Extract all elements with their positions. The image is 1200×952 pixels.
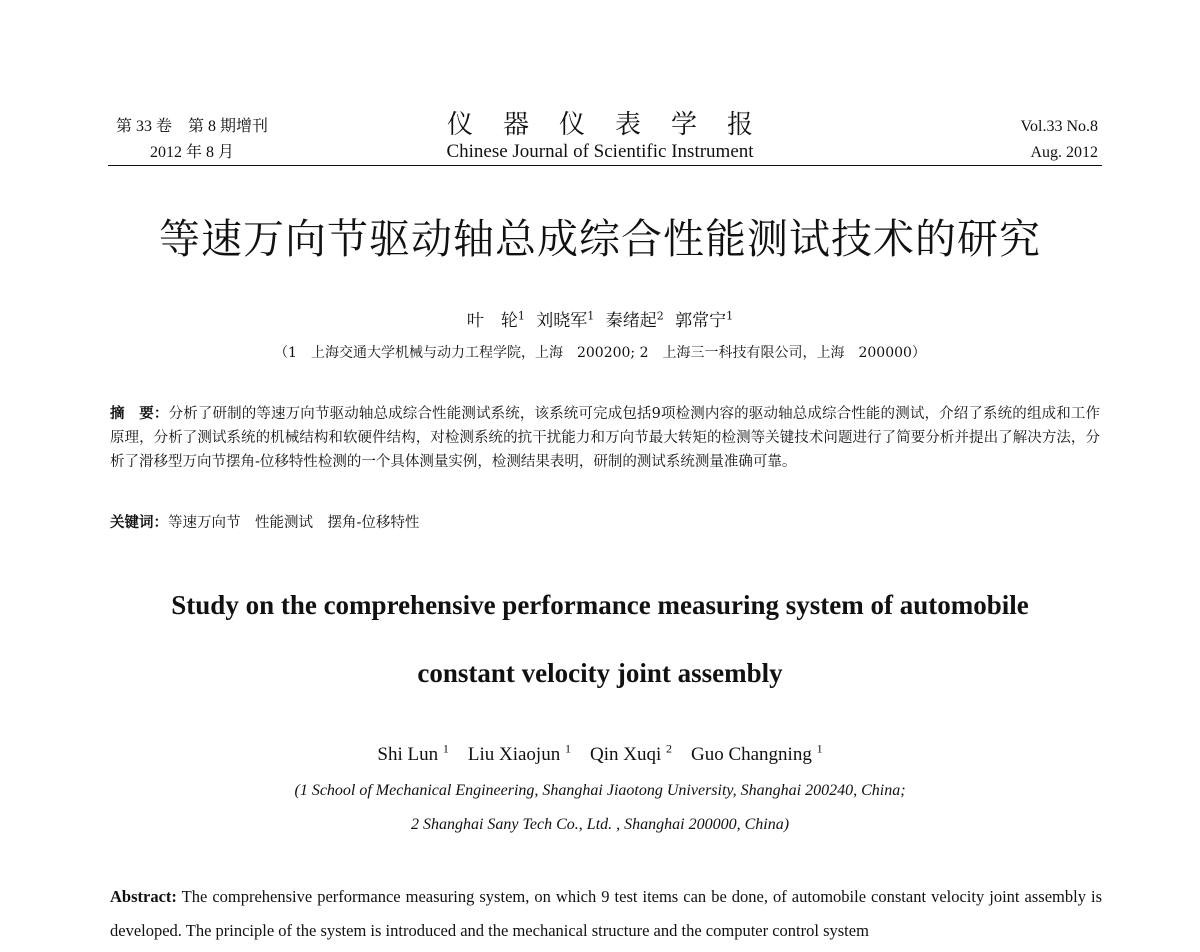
keywords-cn-text: 等速万向节 性能测试 摆角-位移特性 — [168, 515, 420, 531]
volume-issue-en: Vol.33 No.8 — [1020, 118, 1098, 135]
abstract-cn-text: 分析了研制的等速万向节驱动轴总成综合性能测试系统，该系统可完成包括9项检测内容的驱动轴总成综合性能的测试，介绍了系统的组成和工作原理，分析了测试系统的机械结构和软硬件结构，对检测系统的抗干扰能力和万向节最大转矩的检测等关键技术问题进行了简要分析并提出了解决方法，分析了滑移型万向节摆角-位移特性检测的一个具体测量实例，检测结果表明，研制的测试系统测量准确可靠。 — [110, 406, 1100, 470]
abstract-en-text: The comprehensive performance measuring system, on which 9 test items can be done, of automobile constant velocity joint assembly is developed. The principle of the system is introduced and the mechanical structure and the computer control system — [110, 887, 1102, 940]
authors-en — [0, 742, 1200, 766]
abstract-cn-label: 摘 要： — [110, 405, 169, 422]
header-rule — [108, 165, 1102, 166]
abstract-cn — [110, 402, 1100, 474]
paper-title-en-line1: Study on the comprehensive performance measuring system of automobile — [171, 590, 1029, 620]
author-en: Guo Changning $^1$ — [690, 742, 823, 766]
keywords-cn — [110, 512, 419, 534]
paper-title-en-line2: constant velocity joint assembly — [417, 658, 783, 688]
abstract-en-label: Abstract: — [110, 887, 177, 906]
author-en: Liu Xiaojun $^1$ — [467, 742, 571, 766]
volume-issue-cn: 第 33 卷 第 8 期增刊 — [116, 118, 269, 135]
affiliation-cn: （1 上海交通大学机械与动力工程学院，上海 200200; 2 上海三一科技有限公司，上海 200000） — [274, 345, 926, 361]
affiliation-en-line1: (1 School of Mechanical Engineering, Shanghai Jiaotong University, Shanghai 200240, China; — [294, 782, 906, 799]
keywords-cn-label: 关键词： — [110, 514, 168, 531]
author-cn: 郭常宁$^1$ — [675, 309, 734, 331]
authors-cn — [0, 306, 1200, 331]
paper-title-cn: 等速万向节驱动轴总成综合性能测试技术的研究 — [159, 215, 1041, 263]
affiliation-en-line2: 2 Shanghai Sany Tech Co., Ltd. , Shanghai 200000, China) — [410, 816, 790, 833]
date-cn: 2012 年 8 月 — [150, 144, 235, 161]
author-cn: 叶 轮$^1$ — [466, 309, 525, 331]
author-cn: 秦绪起$^2$ — [605, 309, 664, 331]
journal-title-en: Chinese Journal of Scientific Instrument — [446, 141, 754, 162]
author-cn: 刘晓军$^1$ — [536, 309, 595, 331]
author-en: Qin Xuqi $^2$ — [589, 742, 672, 766]
author-en: Shi Lun $^1$ — [377, 742, 449, 766]
date-en: Aug. 2012 — [1030, 144, 1098, 161]
journal-title-cn: 仪器仪表学报 — [446, 110, 783, 140]
abstract-en — [110, 880, 1102, 948]
